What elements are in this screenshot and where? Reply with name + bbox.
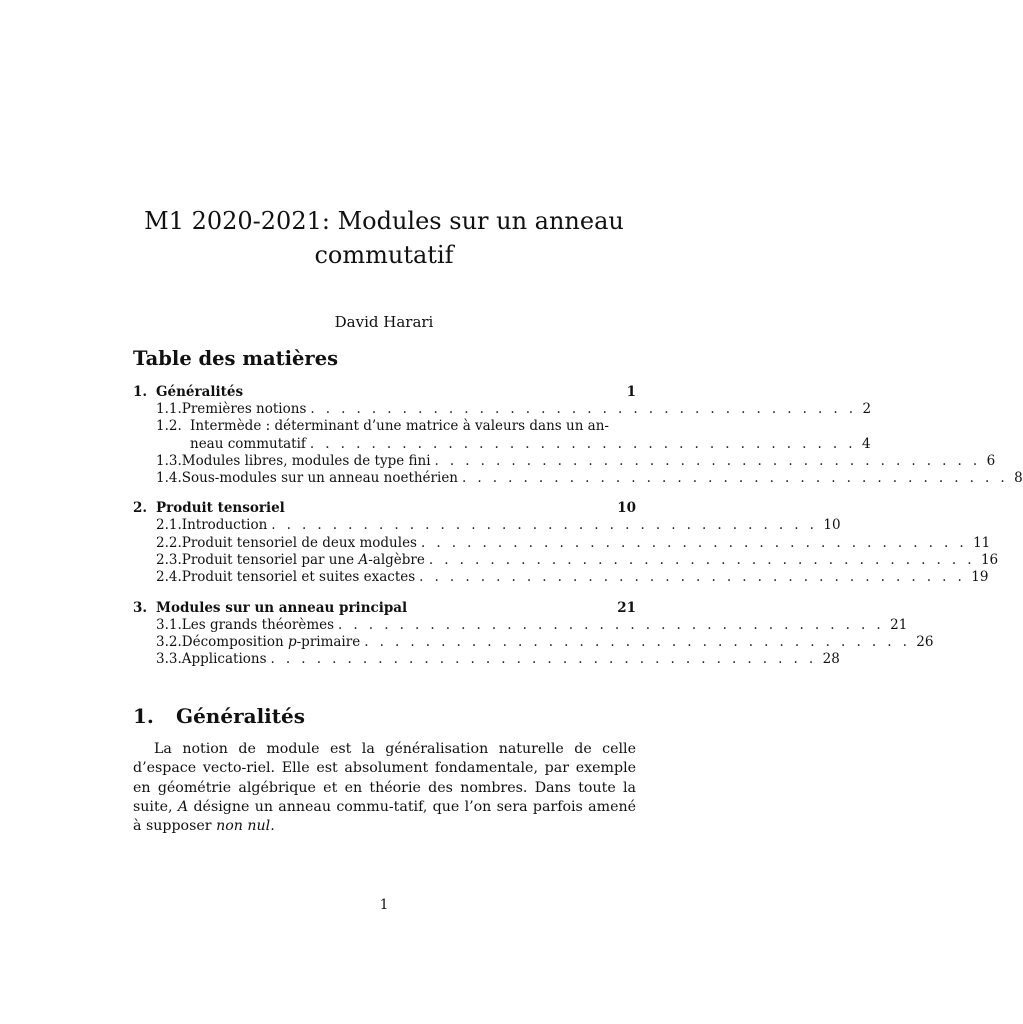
toc-subsection-page: 4 — [862, 435, 871, 452]
toc-subsection-label: Introduction — [181, 517, 268, 534]
toc-subsection-page: 28 — [822, 651, 840, 668]
toc-subsection-number: 2.1. — [156, 517, 182, 534]
toc-subsection-number: 2.2. — [156, 534, 182, 551]
toc-subsection-entry[interactable] — [133, 470, 1023, 487]
toc-section-entry[interactable] — [133, 499, 636, 517]
paragraph-text: La notion de module est la généralisation naturelle de celle d’espace vecto-riel. Elle est absolument fondamentale, par exemple en géométrie algébrique et en théorie des nombres. Dans toute la suite, — [133, 741, 636, 815]
toc-leader-dots: . . . . . . . . . . . . . . . . . . . . . . . . . . . . . . . . . . . . — [338, 616, 885, 633]
author: David Harari — [334, 313, 434, 331]
toc-subsection-number: 3.2. — [156, 633, 182, 650]
toc-subsection-page: 26 — [916, 633, 934, 650]
toc-leader-dots: . . . . . . . . . . . . . . . . . . . . . . . . . . . . . . . . . . . . — [462, 470, 1009, 487]
emphasis-text: non nul — [216, 818, 271, 835]
paragraph-text: . — [270, 818, 275, 835]
toc-subsection-page: 6 — [986, 452, 996, 469]
toc-subsection-label: Premières notions — [181, 401, 307, 417]
toc-subsection-label: Applications — [181, 651, 267, 668]
toc-subsection-number: 3.1. — [156, 616, 182, 633]
toc-section — [133, 599, 934, 669]
toc-leader-dots: . . . . . . . . . . . . . . . . . . . . . . . . . . . . . . . . . . . . — [310, 401, 857, 417]
page-number: 1 — [379, 897, 389, 913]
toc-subsection-entry[interactable] — [133, 616, 908, 634]
toc-section-number: 3. — [133, 599, 148, 616]
toc-subsection-number: 1.1. — [156, 401, 182, 417]
toc-section-page: 1 — [626, 384, 636, 400]
toc-section-number: 1. — [133, 384, 148, 400]
toc-subsection-label: Les grands théorèmes — [181, 616, 335, 633]
math-variable: A — [358, 552, 369, 569]
paragraph-text: désigne un anneau commu-tatif, que l’on sera parfois amené à supposer — [133, 798, 636, 835]
section-number: 1. — [133, 704, 154, 728]
toc-heading: Table des matières — [133, 347, 339, 370]
toc-subsection-label — [182, 634, 360, 651]
toc-leader-dots: . . . . . . . . . . . . . . . . . . . . . . . . . . . . . . . . . . . . — [421, 534, 968, 551]
toc-section-number: 2. — [133, 500, 148, 517]
toc-leader-dots: . . . . . . . . . . . . . . . . . . . . . . . . . . . . . . . . . . . . — [364, 633, 911, 650]
toc-section-label: Modules sur un anneau principal — [156, 599, 408, 616]
toc-section-label: Généralités — [156, 384, 244, 400]
toc-subsection-page: 8 — [1014, 470, 1023, 487]
toc-subsection-entry[interactable] — [133, 452, 996, 470]
toc-leader-dots: . . . . . . . . . . . . . . . . . . . . . . . . . . . . . . . . . . . . — [270, 651, 817, 668]
toc-subsection-label-continued: neau commutatif — [190, 435, 306, 452]
toc-leader-dots: . . . . . . . . . . . . . . . . . . . . . . . . . . . . . . . . . . . . — [428, 552, 975, 569]
toc-subsection-page: 11 — [973, 534, 991, 551]
toc-section — [133, 499, 999, 586]
toc-leader-dots: . . . . . . . . . . . . . . . . . . . . . . . . . . . . . . . . . . . . — [419, 569, 966, 586]
section-title: Généralités — [176, 704, 305, 728]
toc-section-page: 21 — [617, 599, 636, 616]
section-heading — [133, 704, 305, 728]
document-title — [0, 204, 768, 272]
math-variable: A — [177, 798, 189, 815]
toc-subsection-entry[interactable] — [133, 401, 872, 418]
toc-subsection-number: 2.3. — [156, 552, 182, 569]
toc-subsection-page: 2 — [862, 401, 872, 417]
label-text: -primaire — [296, 633, 361, 650]
toc-subsection-entry[interactable] — [133, 569, 989, 586]
toc-subsection-label: Sous-modules sur un anneau noethérien — [181, 470, 459, 487]
toc-subsection-entry[interactable] — [133, 517, 841, 534]
toc-subsection-number: 1.4. — [156, 470, 182, 487]
toc-subsection-number: 3.3. — [156, 651, 182, 668]
toc-subsection-entry[interactable] — [133, 552, 999, 569]
toc-subsection-label: Modules libres, modules de type fini — [181, 452, 431, 469]
title-line-2: commutatif — [314, 241, 454, 269]
toc-section-page: 10 — [617, 500, 636, 517]
toc-subsection-number: 2.4. — [156, 569, 182, 586]
label-text: Produit tensoriel par une — [181, 552, 359, 569]
toc-subsection-page: 19 — [971, 569, 989, 586]
toc-subsection-label: Produit tensoriel de deux modules — [181, 534, 417, 551]
table-of-contents — [133, 383, 1023, 681]
label-text: -algèbre — [368, 552, 425, 569]
toc-subsection-page: 16 — [980, 552, 999, 569]
math-variable: p — [287, 633, 297, 650]
toc-section-entry[interactable] — [133, 383, 636, 401]
toc-subsection-label — [182, 552, 425, 569]
toc-subsection-entry[interactable] — [133, 418, 871, 453]
toc-subsection-page: 10 — [823, 517, 841, 534]
toc-leader-dots: . . . . . . . . . . . . . . . . . . . . . . . . . . . . . . . . . . . . — [434, 452, 981, 469]
title-line-1: M1 2020-2021: Modules sur un anneau — [144, 207, 624, 235]
toc-leader-dots: . . . . . . . . . . . . . . . . . . . . . . . . . . . . . . . . . . . . — [309, 435, 857, 452]
toc-section-label: Produit tensoriel — [156, 500, 285, 517]
toc-subsection-entry[interactable] — [133, 651, 840, 668]
toc-subsection-label: Produit tensoriel et suites exactes — [181, 569, 416, 586]
toc-subsection-page: 21 — [890, 616, 908, 633]
toc-subsection-entry[interactable] — [133, 534, 991, 552]
toc-subsection-number: 1.3. — [156, 452, 182, 469]
label-text: Décomposition — [181, 633, 288, 650]
toc-subsection-number: 1.2. — [156, 418, 182, 435]
toc-section-entry[interactable] — [133, 599, 636, 617]
toc-subsection-entry[interactable] — [133, 633, 934, 651]
toc-section — [133, 383, 1023, 487]
toc-subsection-label: Intermède : déterminant d’une matrice à valeurs dans un an- — [190, 418, 609, 435]
body-paragraph — [133, 740, 636, 836]
toc-leader-dots: . . . . . . . . . . . . . . . . . . . . . . . . . . . . . . . . . . . . — [271, 517, 818, 534]
